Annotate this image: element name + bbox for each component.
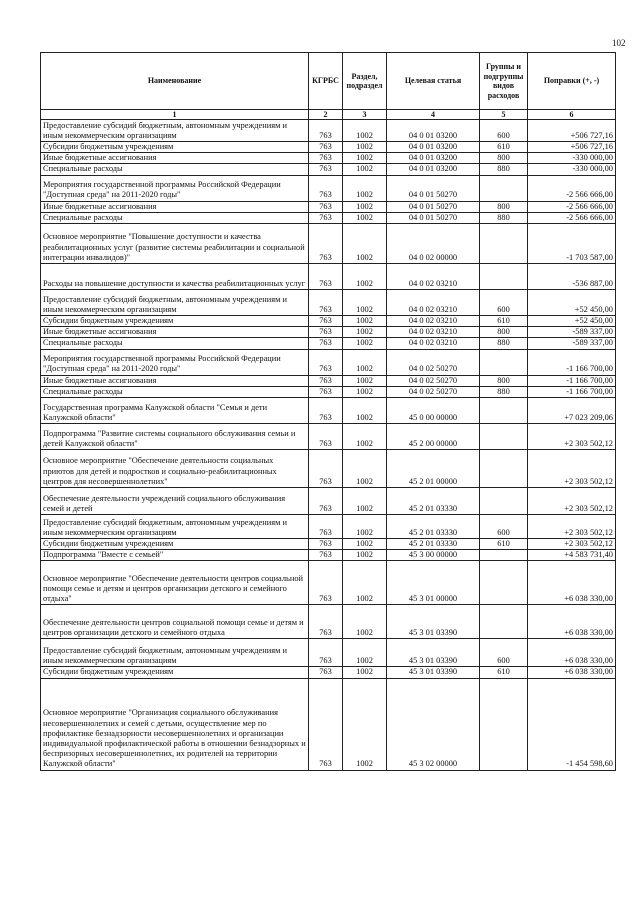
row-amount-cell: +506 727,16 (528, 142, 616, 153)
row-group-cell: 600 (480, 515, 528, 539)
table-row (41, 164, 616, 175)
row-kgrbs-cell: 763 (309, 175, 343, 201)
row-group-cell (480, 561, 528, 605)
row-target-cell: 04 0 01 50270 (387, 175, 480, 201)
row-group-cell: 880 (480, 386, 528, 397)
row-group-cell: 880 (480, 164, 528, 175)
row-amount-cell: +6 038 330,00 (528, 639, 616, 667)
row-group-cell: 600 (480, 290, 528, 316)
row-amount-cell: -330 000,00 (528, 164, 616, 175)
row-kgrbs-cell: 763 (309, 201, 343, 212)
table-row (41, 175, 616, 201)
table-row (41, 264, 616, 290)
row-name-cell: Иные бюджетные ассигнования (41, 375, 309, 386)
row-section-cell: 1002 (343, 290, 387, 316)
row-kgrbs-cell: 763 (309, 386, 343, 397)
table-row (41, 120, 616, 142)
page-number: 102 (612, 38, 626, 48)
column-number: 3 (343, 110, 387, 120)
row-group-cell: 880 (480, 338, 528, 349)
header-row (41, 53, 616, 110)
table-row (41, 224, 616, 264)
row-amount-cell: +2 303 502,12 (528, 450, 616, 488)
row-section-cell: 1002 (343, 142, 387, 153)
row-amount-cell: -1 166 700,00 (528, 386, 616, 397)
header-kgrbs: КГРБС (309, 53, 343, 110)
table-row (41, 678, 616, 770)
row-target-cell: 04 0 02 50270 (387, 386, 480, 397)
row-section-cell: 1002 (343, 639, 387, 667)
row-amount-cell: +4 583 731,40 (528, 550, 616, 561)
row-section-cell: 1002 (343, 450, 387, 488)
row-group-cell: 600 (480, 639, 528, 667)
row-name-cell: Субсидии бюджетным учреждениям (41, 142, 309, 153)
row-amount-cell: -589 337,00 (528, 338, 616, 349)
row-amount-cell: +7 023 209,06 (528, 398, 616, 424)
row-section-cell: 1002 (343, 605, 387, 639)
row-group-cell: 600 (480, 120, 528, 142)
row-amount-cell: +2 303 502,12 (528, 539, 616, 550)
row-kgrbs-cell: 763 (309, 316, 343, 327)
row-section-cell: 1002 (343, 424, 387, 450)
row-name-cell: Основное мероприятие "Организация социального обслуживания несовершеннолетних и семей с детьми, осуществление мер по профилактике безнадзорности несовершеннолетних и организации индивидуальной профилактической работы в отношении безнадзорных и беспризорных несовершеннолетних, их родителей на территории Калужской области" (41, 678, 309, 770)
row-target-cell: 04 0 02 03210 (387, 316, 480, 327)
row-target-cell: 45 3 00 00000 (387, 550, 480, 561)
row-name-cell: Предоставление субсидий бюджетным, автономным учреждениям и иным некоммерческим организациям (41, 515, 309, 539)
row-amount-cell: -1 166 700,00 (528, 349, 616, 375)
table-row (41, 539, 616, 550)
row-name-cell: Подпрограмма "Вместе с семьей" (41, 550, 309, 561)
row-name-cell: Специальные расходы (41, 338, 309, 349)
row-name-cell: Расходы на повышение доступности и качества реабилитационных услуг (41, 264, 309, 290)
table-body (41, 120, 616, 771)
row-section-cell: 1002 (343, 224, 387, 264)
row-section-cell: 1002 (343, 488, 387, 515)
row-section-cell: 1002 (343, 164, 387, 175)
row-name-cell: Субсидии бюджетным учреждениям (41, 316, 309, 327)
row-name-cell: Мероприятия государственной программы Российской Федерации "Доступная среда" на 2011-2020 годы" (41, 349, 309, 375)
row-section-cell: 1002 (343, 212, 387, 223)
row-target-cell: 45 0 00 00000 (387, 398, 480, 424)
column-number: 2 (309, 110, 343, 120)
row-amount-cell: -330 000,00 (528, 153, 616, 164)
row-name-cell: Субсидии бюджетным учреждениям (41, 539, 309, 550)
row-group-cell: 880 (480, 212, 528, 223)
row-name-cell: Специальные расходы (41, 386, 309, 397)
row-kgrbs-cell: 763 (309, 264, 343, 290)
table-row (41, 153, 616, 164)
row-kgrbs-cell: 763 (309, 605, 343, 639)
table-row (41, 338, 616, 349)
row-name-cell: Иные бюджетные ассигнования (41, 327, 309, 338)
row-name-cell: Предоставление субсидий бюджетным, автономным учреждениям и иным некоммерческим организациям (41, 639, 309, 667)
row-section-cell: 1002 (343, 327, 387, 338)
row-name-cell: Иные бюджетные ассигнования (41, 201, 309, 212)
table-row (41, 398, 616, 424)
row-group-cell: 610 (480, 539, 528, 550)
row-group-cell (480, 678, 528, 770)
row-kgrbs-cell: 763 (309, 515, 343, 539)
row-kgrbs-cell: 763 (309, 678, 343, 770)
row-kgrbs-cell: 763 (309, 224, 343, 264)
row-target-cell: 45 2 01 03330 (387, 539, 480, 550)
row-section-cell: 1002 (343, 386, 387, 397)
row-section-cell: 1002 (343, 349, 387, 375)
table-row (41, 349, 616, 375)
row-section-cell: 1002 (343, 120, 387, 142)
row-target-cell: 45 3 01 03390 (387, 667, 480, 678)
row-group-cell: 800 (480, 201, 528, 212)
row-target-cell: 04 0 01 03200 (387, 153, 480, 164)
table-row (41, 488, 616, 515)
row-group-cell (480, 488, 528, 515)
row-amount-cell: -1 166 700,00 (528, 375, 616, 386)
row-section-cell: 1002 (343, 153, 387, 164)
row-section-cell: 1002 (343, 175, 387, 201)
column-number-row (41, 110, 616, 120)
row-name-cell: Основное мероприятие "Обеспечение деятельности центров социальной помощи семье и детям и центров организации детского и семейного отдыха" (41, 561, 309, 605)
row-kgrbs-cell: 763 (309, 290, 343, 316)
row-name-cell: Обеспечение деятельности учреждений социального обслуживания семей и детей (41, 488, 309, 515)
row-target-cell: 45 3 01 00000 (387, 561, 480, 605)
row-name-cell: Специальные расходы (41, 212, 309, 223)
row-amount-cell: -2 566 666,00 (528, 201, 616, 212)
table-row (41, 290, 616, 316)
row-amount-cell: +52 450,00 (528, 316, 616, 327)
row-group-cell (480, 605, 528, 639)
row-section-cell: 1002 (343, 201, 387, 212)
row-group-cell (480, 349, 528, 375)
row-amount-cell: +6 038 330,00 (528, 605, 616, 639)
row-amount-cell: +506 727,16 (528, 120, 616, 142)
row-target-cell: 45 2 01 03330 (387, 488, 480, 515)
table-row (41, 424, 616, 450)
row-target-cell: 45 3 01 03390 (387, 639, 480, 667)
row-name-cell: Предоставление субсидий бюджетным, автономным учреждениям и иным некоммерческим организациям (41, 290, 309, 316)
row-group-cell: 800 (480, 327, 528, 338)
row-name-cell: Иные бюджетные ассигнования (41, 153, 309, 164)
row-kgrbs-cell: 763 (309, 639, 343, 667)
row-group-cell (480, 550, 528, 561)
row-section-cell: 1002 (343, 550, 387, 561)
row-target-cell: 04 0 02 03210 (387, 264, 480, 290)
row-kgrbs-cell: 763 (309, 667, 343, 678)
header-target: Целевая статья (387, 53, 480, 110)
table-row (41, 386, 616, 397)
header-name: Наименование (41, 53, 309, 110)
table-row (41, 327, 616, 338)
column-number: 5 (480, 110, 528, 120)
row-kgrbs-cell: 763 (309, 212, 343, 223)
row-name-cell: Государственная программа Калужской области "Семья и дети Калужской области" (41, 398, 309, 424)
row-section-cell: 1002 (343, 667, 387, 678)
row-section-cell: 1002 (343, 338, 387, 349)
row-name-cell: Специальные расходы (41, 164, 309, 175)
row-target-cell: 04 0 02 50270 (387, 349, 480, 375)
row-group-cell (480, 450, 528, 488)
row-kgrbs-cell: 763 (309, 550, 343, 561)
row-section-cell: 1002 (343, 375, 387, 386)
row-section-cell: 1002 (343, 264, 387, 290)
row-group-cell: 610 (480, 142, 528, 153)
row-group-cell: 800 (480, 153, 528, 164)
row-target-cell: 04 0 01 50270 (387, 201, 480, 212)
row-kgrbs-cell: 763 (309, 153, 343, 164)
row-group-cell: 800 (480, 375, 528, 386)
row-kgrbs-cell: 763 (309, 327, 343, 338)
row-section-cell: 1002 (343, 678, 387, 770)
row-kgrbs-cell: 763 (309, 349, 343, 375)
table-row (41, 142, 616, 153)
table-row (41, 450, 616, 488)
table-row (41, 639, 616, 667)
row-target-cell: 04 0 01 03200 (387, 142, 480, 153)
row-amount-cell: +2 303 502,12 (528, 424, 616, 450)
row-amount-cell: -1 703 587,00 (528, 224, 616, 264)
header-amount: Поправки (+, -) (528, 53, 616, 110)
row-target-cell: 45 3 02 00000 (387, 678, 480, 770)
row-target-cell: 04 0 01 03200 (387, 164, 480, 175)
row-group-cell (480, 424, 528, 450)
table-row (41, 667, 616, 678)
row-target-cell: 04 0 02 03210 (387, 290, 480, 316)
row-amount-cell: +6 038 330,00 (528, 561, 616, 605)
row-target-cell: 04 0 02 50270 (387, 375, 480, 386)
row-name-cell: Мероприятия государственной программы Российской Федерации "Доступная среда" на 2011-2020 годы" (41, 175, 309, 201)
row-group-cell (480, 264, 528, 290)
row-name-cell: Предоставление субсидий бюджетным, автономным учреждениям и иным некоммерческим организациям (41, 120, 309, 142)
row-section-cell: 1002 (343, 515, 387, 539)
row-group-cell (480, 398, 528, 424)
row-target-cell: 04 0 02 03210 (387, 338, 480, 349)
table-row (41, 316, 616, 327)
table-row (41, 375, 616, 386)
row-group-cell (480, 175, 528, 201)
row-name-cell: Основное мероприятие "Обеспечение деятельности социальных приютов для детей и подростков и социально-реабилитационных центров для несовершеннолетних" (41, 450, 309, 488)
row-kgrbs-cell: 763 (309, 488, 343, 515)
row-name-cell: Подпрограмма "Развитие системы социального обслуживания семьи и детей Калужской области" (41, 424, 309, 450)
row-amount-cell: +2 303 502,12 (528, 488, 616, 515)
row-target-cell: 04 0 02 00000 (387, 224, 480, 264)
row-kgrbs-cell: 763 (309, 338, 343, 349)
header-groups: Группы и подгруппы видов расходов (480, 53, 528, 110)
row-kgrbs-cell: 763 (309, 398, 343, 424)
row-target-cell: 04 0 01 50270 (387, 212, 480, 223)
row-kgrbs-cell: 763 (309, 120, 343, 142)
table-row (41, 515, 616, 539)
row-group-cell: 610 (480, 667, 528, 678)
row-amount-cell: -1 454 598,60 (528, 678, 616, 770)
row-kgrbs-cell: 763 (309, 450, 343, 488)
row-amount-cell: +2 303 502,12 (528, 515, 616, 539)
row-name-cell: Основное мероприятие "Повышение доступности и качества реабилитационных услуг (развитие системы реабилитации и социальной интеграции инвалидов)" (41, 224, 309, 264)
row-section-cell: 1002 (343, 561, 387, 605)
table-row (41, 212, 616, 223)
row-name-cell: Субсидии бюджетным учреждениям (41, 667, 309, 678)
row-amount-cell: -2 566 666,00 (528, 175, 616, 201)
row-kgrbs-cell: 763 (309, 375, 343, 386)
row-target-cell: 45 2 00 00000 (387, 424, 480, 450)
row-kgrbs-cell: 763 (309, 561, 343, 605)
table-row (41, 550, 616, 561)
row-target-cell: 45 2 01 00000 (387, 450, 480, 488)
row-group-cell (480, 224, 528, 264)
row-section-cell: 1002 (343, 539, 387, 550)
row-section-cell: 1002 (343, 316, 387, 327)
budget-amendments-table (40, 52, 616, 771)
row-group-cell: 610 (480, 316, 528, 327)
row-amount-cell: -536 887,00 (528, 264, 616, 290)
row-amount-cell: +6 038 330,00 (528, 667, 616, 678)
row-amount-cell: -2 566 666,00 (528, 212, 616, 223)
table-row (41, 561, 616, 605)
row-amount-cell: +52 450,00 (528, 290, 616, 316)
table-row (41, 605, 616, 639)
row-name-cell: Обеспечение деятельности центров социальной помощи семье и детям и центров организации детского и семейного отдыха (41, 605, 309, 639)
row-amount-cell: -589 337,00 (528, 327, 616, 338)
table-row (41, 201, 616, 212)
row-section-cell: 1002 (343, 398, 387, 424)
header-section: Раздел, подраздел (343, 53, 387, 110)
column-number: 1 (41, 110, 309, 120)
row-target-cell: 45 2 01 03330 (387, 515, 480, 539)
column-number: 4 (387, 110, 480, 120)
row-target-cell: 04 0 01 03200 (387, 120, 480, 142)
row-kgrbs-cell: 763 (309, 142, 343, 153)
row-kgrbs-cell: 763 (309, 424, 343, 450)
row-kgrbs-cell: 763 (309, 164, 343, 175)
row-kgrbs-cell: 763 (309, 539, 343, 550)
row-target-cell: 45 3 01 03390 (387, 605, 480, 639)
row-target-cell: 04 0 02 03210 (387, 327, 480, 338)
column-number: 6 (528, 110, 616, 120)
